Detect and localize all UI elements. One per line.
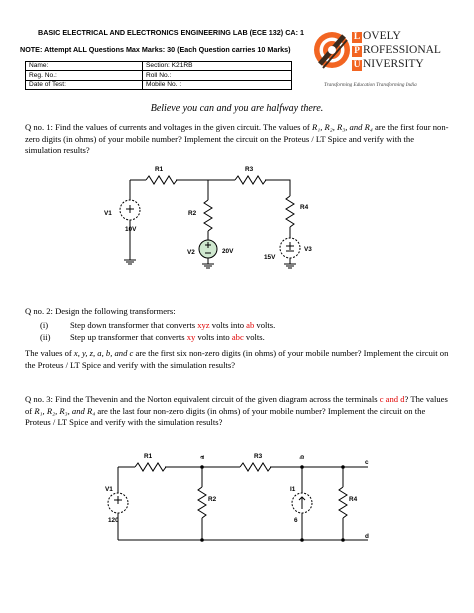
q1-text-b: are the first four non-zero digits (in ohms) of your mobile number? Implement the circuit on the Proteus / LT Spice and verify with the simulation results? (25, 122, 449, 156)
q2-item-2-mid: volts into (195, 332, 232, 342)
c1-v3-value: 15V (264, 254, 276, 261)
q2-item-2-post: volts. (243, 332, 265, 342)
q2-item-2-b: abc (231, 332, 244, 342)
c2-r3-label: R3 (254, 453, 263, 460)
q2-item-1-mid: volts into (209, 320, 247, 330)
question-2-item-1 (40, 320, 440, 332)
question-3 (25, 394, 450, 429)
logo-cap-p: P (352, 46, 362, 57)
q3-terms: c and d (379, 394, 405, 404)
c1-v3-label: V3 (304, 246, 312, 253)
logo-cap-u: U (353, 60, 361, 70)
c1-v2-label: V2 (187, 249, 195, 256)
q2-item-1-post: volts. (254, 320, 276, 330)
question-2-body (25, 348, 450, 371)
question-2-item-2 (40, 332, 440, 344)
question-1 (25, 122, 450, 157)
lpu-emblem-icon (312, 26, 352, 78)
q2-item-1-a: xyz (197, 320, 210, 330)
q2-text-a: The values of (25, 348, 74, 358)
university-logo (300, 22, 470, 92)
logo-cap-l: L (353, 32, 361, 42)
c2-i1-label: I1 (290, 486, 296, 493)
c2-v1-value: 120 (108, 517, 119, 524)
q2-item-1-num: (i) (40, 320, 49, 330)
q3-text-c: are the last four non-zero digits (in ohms) of your mobile number? Implement the circuit on the Proteus / LT Spice and verify with the simulation results? (25, 405, 426, 428)
q3-text-a: Q no. 3: Find the Thevenin and the Norton equivalent circuit of the given diagram across the terminals (25, 394, 380, 404)
q2-text-b: are the first six non-zero digits (in ohms) of your mobile number? Implement the circuit on the Proteus / LT Spice and verify with the simulation results? (25, 348, 449, 370)
c2-terminal-c-label: c (365, 459, 369, 466)
logo-text-niversity: NIVERSITY (363, 58, 424, 70)
q2-item-2-pre: Step up transformer that converts (70, 332, 187, 342)
c1-v1-label: V1 (104, 210, 112, 217)
c1-r4-label: R4 (300, 204, 309, 211)
c2-r4-label: R4 (349, 496, 358, 503)
student-info-table (25, 61, 292, 90)
c2-i1-value: 6 (294, 517, 298, 524)
c1-v1-value: 10V (125, 226, 137, 233)
q1-text-a: Q no. 1: Find the values of currents and voltages in the given circuit. The values of (25, 122, 312, 132)
section-field: Section: K21RB (143, 62, 292, 71)
question-2-intro: Q no. 2: Design the following transformers: (25, 306, 176, 316)
q2-vars: x, y, z, a, b, and c (73, 348, 134, 358)
c1-r3-label: R3 (245, 166, 254, 173)
r1-resistor (135, 463, 166, 471)
date-field: Date of Test: (26, 80, 143, 89)
c1-v2-value: 20V (222, 248, 234, 255)
c1-r1-label: R1 (155, 166, 164, 173)
q1-vars: R₁, R₂, R₃, and R₄ (311, 122, 373, 132)
c2-node-a-label: a (199, 455, 206, 459)
table-row (26, 80, 292, 89)
q2-item-2-num: (ii) (40, 332, 51, 342)
logo-tagline: Transforming Education Transforming India (324, 82, 417, 88)
c1-r2-label: R2 (188, 210, 197, 217)
q2-item-2-a: xy (186, 332, 196, 342)
r4-resistor (286, 196, 294, 227)
r1-resistor (146, 176, 177, 184)
reg-no-field: Reg. No.: (26, 71, 143, 80)
table-row (26, 62, 292, 71)
c2-r2-label: R2 (208, 496, 217, 503)
motto: Believe you can and you are halfway there. (150, 103, 324, 114)
circuit-1-diagram (0, 160, 474, 280)
logo-text-ovely: OVELY (363, 30, 401, 42)
r2-resistor (204, 200, 212, 231)
table-row (26, 71, 292, 80)
r3-resistor (235, 176, 266, 184)
c2-v1-label: V1 (105, 486, 113, 493)
c2-node-b-label: b (299, 455, 306, 459)
name-field: Name: (26, 62, 143, 71)
mobile-no-field: Mobile No. : (143, 80, 292, 89)
roll-no-field: Roll No.: (143, 71, 292, 80)
c2-terminal-d-label: d (365, 533, 369, 540)
q2-item-1-pre: Step down transformer that converts (70, 320, 198, 330)
course-title: BASIC ELECTRICAL AND ELECTRONICS ENGINEERING LAB (ECE 132) CA: 1 (38, 28, 304, 37)
q3-vars: R₁, R₂, R₃, and R₄ (34, 405, 96, 416)
c2-r1-label: R1 (144, 453, 153, 460)
q3-text-b: ? The values of (25, 394, 448, 416)
ground-2-icon (202, 264, 214, 268)
logo-wordmark (352, 29, 441, 71)
circuit-2-diagram (0, 445, 474, 610)
exam-note: NOTE: Attempt ALL Questions Max Marks: 30 (Each Question carries 10 Marks) (20, 45, 291, 54)
ground-1-icon (124, 260, 136, 264)
ground-3-icon (284, 264, 296, 268)
r3-resistor (240, 463, 271, 471)
logo-text-rofessional: ROFESSIONAL (363, 44, 441, 56)
q2-item-1-b: ab (246, 320, 255, 330)
